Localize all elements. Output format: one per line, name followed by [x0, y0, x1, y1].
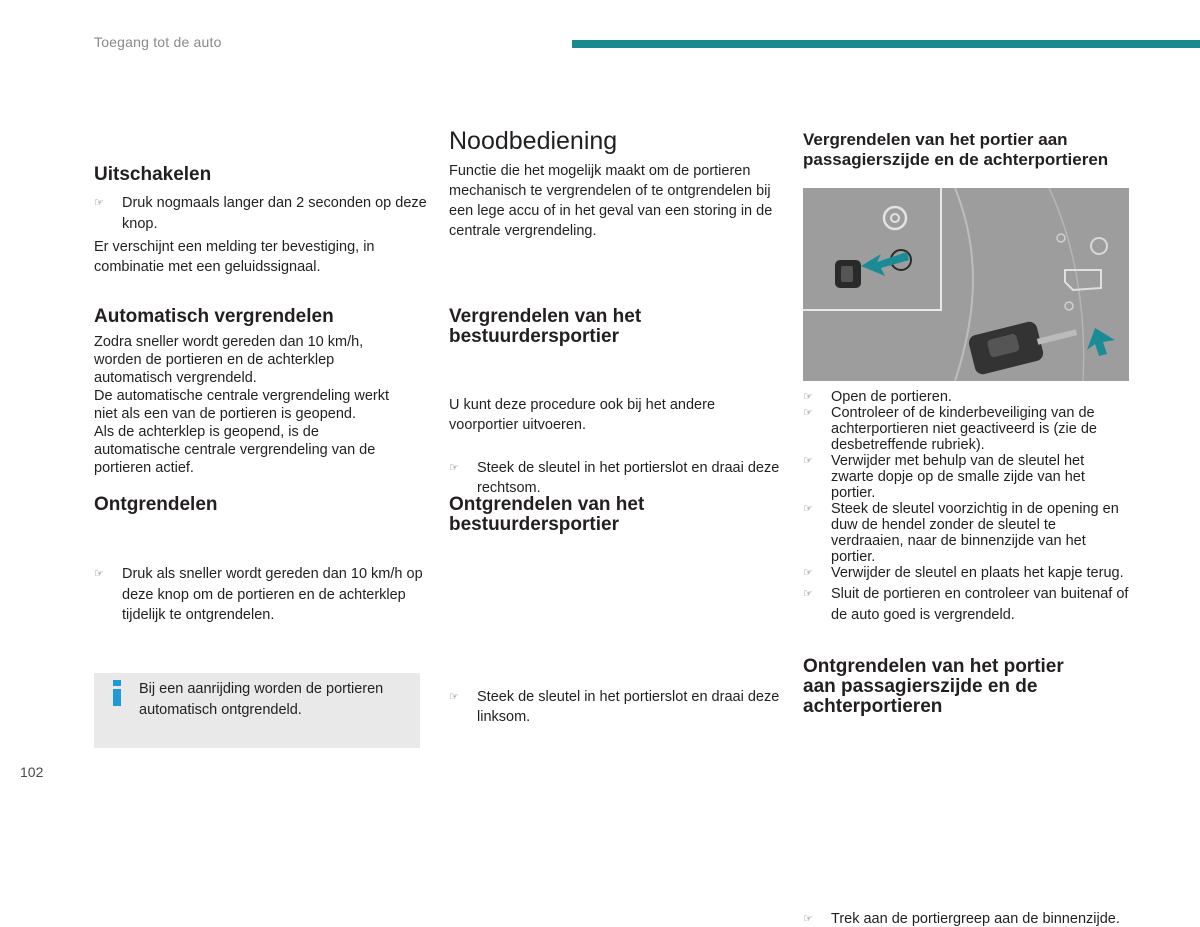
list-item	[803, 389, 1129, 405]
pointing-hand-icon: ☞	[94, 197, 104, 209]
bullet-ontgrendelen-passagier	[803, 911, 1161, 927]
paragraph-automatisch	[94, 333, 414, 477]
header-accent-bar	[572, 40, 1200, 48]
text-line: portieren actief.	[94, 460, 194, 476]
list-item	[803, 453, 1129, 501]
text-line: worden de portieren en de achterklep	[94, 352, 335, 368]
info-icon	[110, 679, 124, 707]
list-item	[803, 584, 1129, 625]
heading-line: achterportieren	[803, 696, 943, 717]
pointing-hand-icon: ☞	[803, 503, 813, 515]
heading-automatisch-vergrendelen: Automatisch vergrendelen	[94, 306, 334, 327]
bullet-text: Druk als sneller wordt gereden dan 10 km/h op deze knop om de portieren en de achterklep tijdelijk te ontgrendelen.	[122, 566, 423, 623]
heading-line: passagierszijde en de achterportieren	[803, 150, 1109, 169]
paragraph-andere-voorportier: U kunt deze procedure ook bij het andere voorportier uitvoeren.	[449, 397, 716, 433]
heading-line: Ontgrendelen van het portier	[803, 656, 1064, 677]
heading-vergrendelen-bestuurder	[449, 307, 641, 347]
heading-ontgrendelen: Ontgrendelen	[94, 494, 218, 515]
heading-line: Ontgrendelen van het	[449, 494, 645, 515]
bullet-ontgrendelen	[94, 564, 444, 626]
text-line: automatisch vergrendeld.	[94, 370, 257, 386]
bullet-text: Verwijder de sleutel en plaats het kapje terug.	[831, 565, 1124, 581]
heading-line: bestuurdersportier	[449, 514, 619, 535]
pointing-hand-icon: ☞	[449, 690, 459, 703]
pointing-hand-icon: ☞	[803, 407, 813, 419]
list-item	[803, 501, 1129, 565]
paragraph-confirmation: Er verschijnt een melding ter bevestiging, in combinatie met een geluidssignaal.	[94, 239, 375, 275]
bullet-text: Verwijder met behulp van de sleutel het zwarte dopje op de smalle zijde van het portier.	[831, 453, 1085, 501]
pointing-hand-icon: ☞	[803, 455, 813, 467]
bullet-text: Trek aan de portiergreep aan de binnenzijde.	[831, 910, 1120, 927]
list-item	[803, 405, 1129, 453]
paragraph-noodbediening: Functie die het mogelijk maakt om de portieren mechanisch te vergrendelen of te ontgrendelen bij een lege accu of in het geval van een storing in de centrale vergrendeling.	[449, 163, 773, 239]
bullet-vergrendelen-bestuurder	[449, 458, 803, 499]
bullet-text: Sluit de portieren en controleer van buitenaf of de auto goed is vergrendeld.	[831, 586, 1129, 623]
pointing-hand-icon: ☞	[803, 588, 813, 600]
bullet-text: Steek de sleutel in het portierslot en draai deze rechtsom.	[477, 459, 780, 496]
bullet-list-vergrendelen-passagier	[803, 389, 1129, 625]
list-item	[803, 565, 1129, 581]
pointing-hand-icon: ☞	[803, 912, 813, 925]
text-line: Zodra sneller wordt gereden dan 10 km/h,	[94, 334, 364, 350]
door-lock-illustration	[803, 188, 1129, 381]
bullet-text: Open de portieren.	[831, 389, 952, 405]
heading-line: Vergrendelen van het portier aan	[803, 130, 1068, 149]
info-text: Bij een aanrijding worden de portieren automatisch ontgrendeld.	[139, 681, 384, 718]
text-line: niet als een van de portieren is geopend.	[94, 406, 356, 422]
page-number: 102	[20, 764, 44, 780]
heading-noodbediening: Noodbediening	[449, 127, 618, 155]
heading-ontgrendelen-bestuurder	[449, 495, 644, 535]
pointing-hand-icon: ☞	[449, 461, 459, 474]
heading-line: Vergrendelen van het	[449, 306, 642, 327]
text-line: Als de achterklep is geopend, is de	[94, 424, 319, 440]
heading-ontgrendelen-passagier	[803, 657, 1064, 717]
pointing-hand-icon: ☞	[803, 391, 813, 403]
door-lock-drawing	[803, 188, 1129, 381]
heading-uitschakelen: Uitschakelen	[94, 164, 212, 185]
section-label: Toegang tot de auto	[94, 34, 222, 50]
bullet-text: Steek de sleutel voorzichtig in de opening en duw de hendel zonder de sleutel te verdraaien, naar de binnenzijde van het portier.	[831, 501, 1119, 565]
bullet-text: Druk nogmaals langer dan 2 seconden op deze knop.	[122, 195, 427, 232]
pointing-hand-icon: ☞	[803, 567, 813, 579]
bullet-text: Steek de sleutel in het portierslot en draai deze linksom.	[477, 688, 780, 725]
heading-vergrendelen-passagier	[803, 130, 1108, 170]
text-line: automatische centrale vergrendeling van de	[94, 442, 376, 458]
bullet-text: Controleer of de kinderbeveiliging van de achterportieren niet geactiveerd is (zie de desbetreffende rubriek).	[831, 405, 1097, 453]
heading-line: bestuurdersportier	[449, 326, 619, 347]
pointing-hand-icon: ☞	[94, 568, 104, 580]
bullet-uitschakelen	[94, 193, 444, 234]
text-line: De automatische centrale vergrendeling werkt	[94, 388, 389, 404]
heading-line: aan passagierszijde en de	[803, 676, 1038, 697]
bullet-ontgrendelen-bestuurder	[449, 687, 803, 728]
